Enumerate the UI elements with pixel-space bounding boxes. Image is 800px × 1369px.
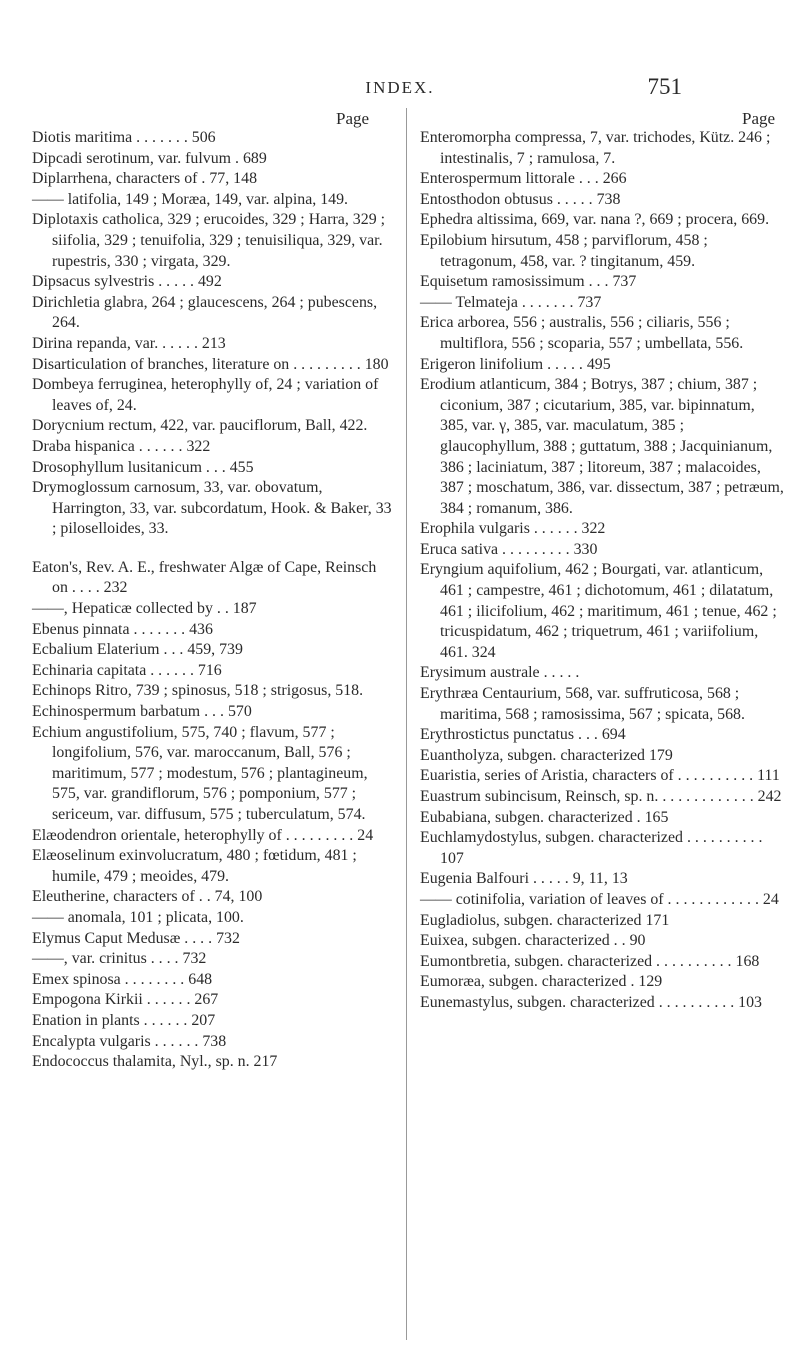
- index-entry: Erythrostictus punctatus . . . 694: [420, 726, 626, 744]
- index-entry: Erythræa Centaurium, 568, var. suffruticosa, 568 ; maritima, 568 ; ramosissima, 567 ; spicata, 568.: [420, 685, 745, 723]
- index-entry: Dombeya ferruginea, heterophylly of, 24 ; variation of leaves of, 24.: [32, 376, 379, 414]
- index-entry: Eumoræa, subgen. characterized . 129: [420, 973, 663, 991]
- index-entry: Draba hispanica . . . . . . 322: [32, 437, 211, 455]
- index-entry: Eaton's, Rev. A. E., freshwater Algæ of Cape, Reinsch on . . . . 232: [32, 558, 377, 597]
- index-entry: Diotis maritima . . . . . . . 506: [32, 129, 216, 146]
- index-entry: Euchlamydostylus, subgen. characterized . . . . . . . . . . 107: [420, 829, 763, 867]
- index-entry: Eryngium aquifolium, 462 ; Bourgati, var. atlanticum, 461 ; campestre, 461 ; dichotomum, 461 ; dilatatum, 461 ; ilicifolium, 462 ; maritimum, 461 ; tenue, 462 ; tricuspidatum, 462 ; triquetrum, 461 ; variifolium, 461. 324: [420, 561, 777, 661]
- index-entry: Ephedra altissima, 669, var. nana ?, 669 ; procera, 669.: [420, 211, 770, 229]
- index-entry: Dirina repanda, var. . . . . . 213: [32, 334, 226, 352]
- index-entry: Disarticulation of branches, literature on . . . . . . . . . 180: [32, 355, 389, 373]
- index-entry: Euixea, subgen. characterized . . 90: [420, 932, 646, 950]
- index-entry: Encalypta vulgaris . . . . . . 738: [32, 1032, 227, 1050]
- running-title: INDEX.: [365, 78, 435, 97]
- index-entry: —— Telmateja . . . . . . . 737: [420, 293, 602, 311]
- page-number: 751: [647, 74, 682, 99]
- index-entry: Eugladiolus, subgen. characterized 171: [420, 911, 670, 929]
- index-entry: Echinaria capitata . . . . . . 716: [32, 661, 222, 679]
- right-page-label: Page: [742, 109, 776, 128]
- column-divider: [406, 108, 407, 1340]
- index-entry: Dirichletia glabra, 264 ; glaucescens, 264 ; pubescens, 264.: [32, 293, 378, 332]
- running-header: [0, 74, 800, 104]
- index-entry: —— anomala, 101 ; plicata, 100.: [32, 908, 244, 926]
- index-entry: Empogona Kirkii . . . . . . 267: [32, 991, 219, 1009]
- index-entry: Enterospermum littorale . . . 266: [420, 170, 627, 188]
- index-entry: Drosophyllum lusitanicum . . . 455: [32, 458, 254, 476]
- index-entry: Ebenus pinnata . . . . . . . 436: [32, 620, 213, 638]
- index-entry: Ecbalium Elaterium . . . 459, 739: [32, 641, 243, 659]
- right-column: [420, 128, 785, 1014]
- index-entry: Eubabiana, subgen. characterized . 165: [420, 808, 669, 826]
- index-entry: —— cotinifolia, variation of leaves of . . . . . . . . . . . . 24: [420, 890, 779, 908]
- index-entry: ——, Hepaticæ collected by . . 187: [32, 600, 257, 618]
- index-entry: ——, var. crinitus . . . . 732: [32, 950, 207, 968]
- index-entry: Equisetum ramosissimum . . . 737: [420, 273, 637, 291]
- index-entry: Eugenia Balfouri . . . . . 9, 11, 13: [420, 870, 628, 888]
- left-page-label: Page: [336, 109, 370, 128]
- index-entry: Emex spinosa . . . . . . . . 648: [32, 970, 213, 988]
- index-entry: Erigeron linifolium . . . . . 495: [420, 355, 611, 373]
- index-entry: Dorycnium rectum, 422, var. pauciflorum, Ball, 422.: [32, 417, 368, 435]
- index-entry: Enation in plants . . . . . . 207: [32, 1011, 216, 1029]
- index-entry: Erica arborea, 556 ; australis, 556 ; ciliaris, 556 ; multiflora, 556 ; scoparia, 557 ; umbellata, 556.: [420, 314, 744, 352]
- index-entry: Entosthodon obtusus . . . . . 738: [420, 190, 621, 208]
- index-entry: Eruca sativa . . . . . . . . . 330: [420, 540, 598, 558]
- index-entry: Enteromorpha compressa, 7, var. trichodes, Kütz. 246 ; intestinalis, 7 ; ramulosa, 7.: [420, 129, 771, 167]
- index-entry: Eleutherine, characters of . . 74, 100: [32, 888, 263, 906]
- index-entry: —— latifolia, 149 ; Moræa, 149, var. alpina, 149.: [32, 190, 348, 208]
- index-entry: Echinospermum barbatum . . . 570: [32, 703, 252, 721]
- index-entry: Dipcadi serotinum, var. fulvum . 689: [32, 149, 267, 167]
- index-entry: Dipsacus sylvestris . . . . . 492: [32, 273, 222, 291]
- index-entry: Eumontbretia, subgen. characterized . . . . . . . . . . 168: [420, 952, 760, 970]
- index-entry: Echinops Ritro, 739 ; spinosus, 518 ; strigosus, 518.: [32, 682, 364, 700]
- index-entry: Diplotaxis catholica, 329 ; erucoides, 329 ; Harra, 329 ; siifolia, 329 ; tenuifolia, 329 ; tenuisiliqua, 329, var. rupestris, 330 ; virgata, 329.: [32, 211, 386, 270]
- index-entry: Euastrum subincisum, Reinsch, sp. n. . . . . . . . . . . . . 242: [420, 788, 782, 805]
- index-entry: Erophila vulgaris . . . . . . 322: [420, 520, 606, 538]
- index-entry: Erysimum australe . . . . .: [420, 664, 580, 682]
- index-entry: Drymoglossum carnosum, 33, var. obovatum, Harrington, 33, var. subcordatum, Hook. & Baker, 33 ; piloselloides, 33.: [32, 479, 392, 538]
- left-column: [32, 128, 394, 1073]
- index-entry: Eunemastylus, subgen. characterized . . . . . . . . . . 103: [420, 993, 762, 1011]
- index-entry: Euaristia, series of Aristia, characters of . . . . . . . . . . 111: [420, 767, 780, 785]
- index-entry: Elymus Caput Medusæ . . . . 732: [32, 929, 240, 947]
- index-entry: Epilobium hirsutum, 458 ; parviflorum, 458 ; tetragonum, 458, var. ? tingitanum, 459.: [420, 231, 708, 270]
- index-entry: Endococcus thalamita, Nyl., sp. n. 217: [32, 1053, 278, 1071]
- index-entry: Elæoselinum exinvolucratum, 480 ; fœtidum, 481 ; humile, 479 ; meoides, 479.: [32, 847, 357, 885]
- index-entry: Diplarrhena, characters of . 77, 148: [32, 170, 258, 188]
- index-entry: Erodium atlanticum, 384 ; Botrys, 387 ; chium, 387 ; ciconium, 387 ; cicutarium, 385, var. bipinnatum, 385, var. γ, 385, var. maculatum, 385 ; glaucophyllum, 388 ; guttatum, 388 ; Jacquinianum, 386 ; laciniatum, 387 ; litoreum, 387 ; malacoides, 387 ; moschatum, 386, var. dissectum, 387 ; petræum, 384 ; romanum, 386.: [420, 376, 784, 517]
- index-entry: Elæodendron orientale, heterophylly of . . . . . . . . . 24: [32, 826, 374, 844]
- index-entry: Euantholyza, subgen. characterized 179: [420, 746, 673, 764]
- index-entry: Echium angustifolium, 575, 740 ; flavum, 577 ; longifolium, 576, var. maroccanum, Ball, 576 ; maritimum, 577 ; modestum, 576 ; plantagineum, 575, var. grandiflorum, 576 ; pomponium, 577 ; sericeum, var. diffusum, 575 ; tuberculatum, 574.: [32, 723, 368, 823]
